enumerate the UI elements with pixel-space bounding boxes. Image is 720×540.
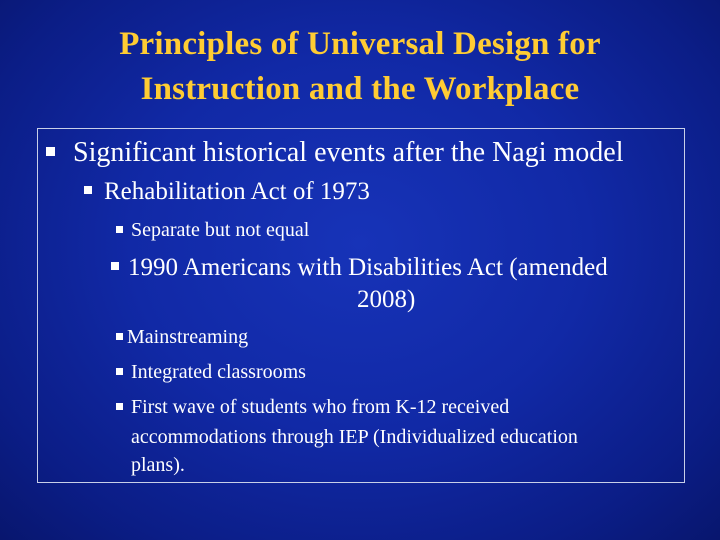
bullet-text: First wave of students who from K-12 received <box>131 396 510 418</box>
bullet-item-4 <box>111 254 608 282</box>
bullet-item-3 <box>116 219 309 242</box>
square-bullet-icon <box>111 262 119 270</box>
bullet-item-2 <box>84 178 370 206</box>
square-bullet-icon <box>116 333 123 340</box>
square-bullet-icon <box>116 368 123 375</box>
bullet-text: Separate but not equal <box>131 219 310 241</box>
bullet-text: Significant historical events after the Nagi model <box>73 137 624 168</box>
bullet-item-4-continuation: 2008) <box>357 286 416 313</box>
bullet-item-6 <box>116 361 306 384</box>
bullet-item-5 <box>116 326 248 349</box>
square-bullet-icon <box>116 226 123 233</box>
slide-title-line-2: Instruction and the Workplace <box>140 71 580 107</box>
bullet-text: Mainstreaming <box>127 326 249 348</box>
bullet-item-7-line-3: plans). <box>131 454 185 476</box>
square-bullet-icon <box>46 147 55 156</box>
bullet-text: Rehabilitation Act of 1973 <box>104 178 370 205</box>
bullet-item-1 <box>46 137 624 169</box>
slide-title <box>0 22 720 112</box>
square-bullet-icon <box>84 186 92 194</box>
bullet-item-7-line-2: accommodations through IEP (Individualized education <box>131 426 578 448</box>
square-bullet-icon <box>116 403 123 410</box>
slide-title-line-1: Principles of Universal Design for <box>119 26 601 62</box>
bullet-text: Integrated classrooms <box>131 361 306 383</box>
bullet-item-7 <box>116 396 509 419</box>
bullet-text: 1990 Americans with Disabilities Act (amended <box>128 254 608 281</box>
